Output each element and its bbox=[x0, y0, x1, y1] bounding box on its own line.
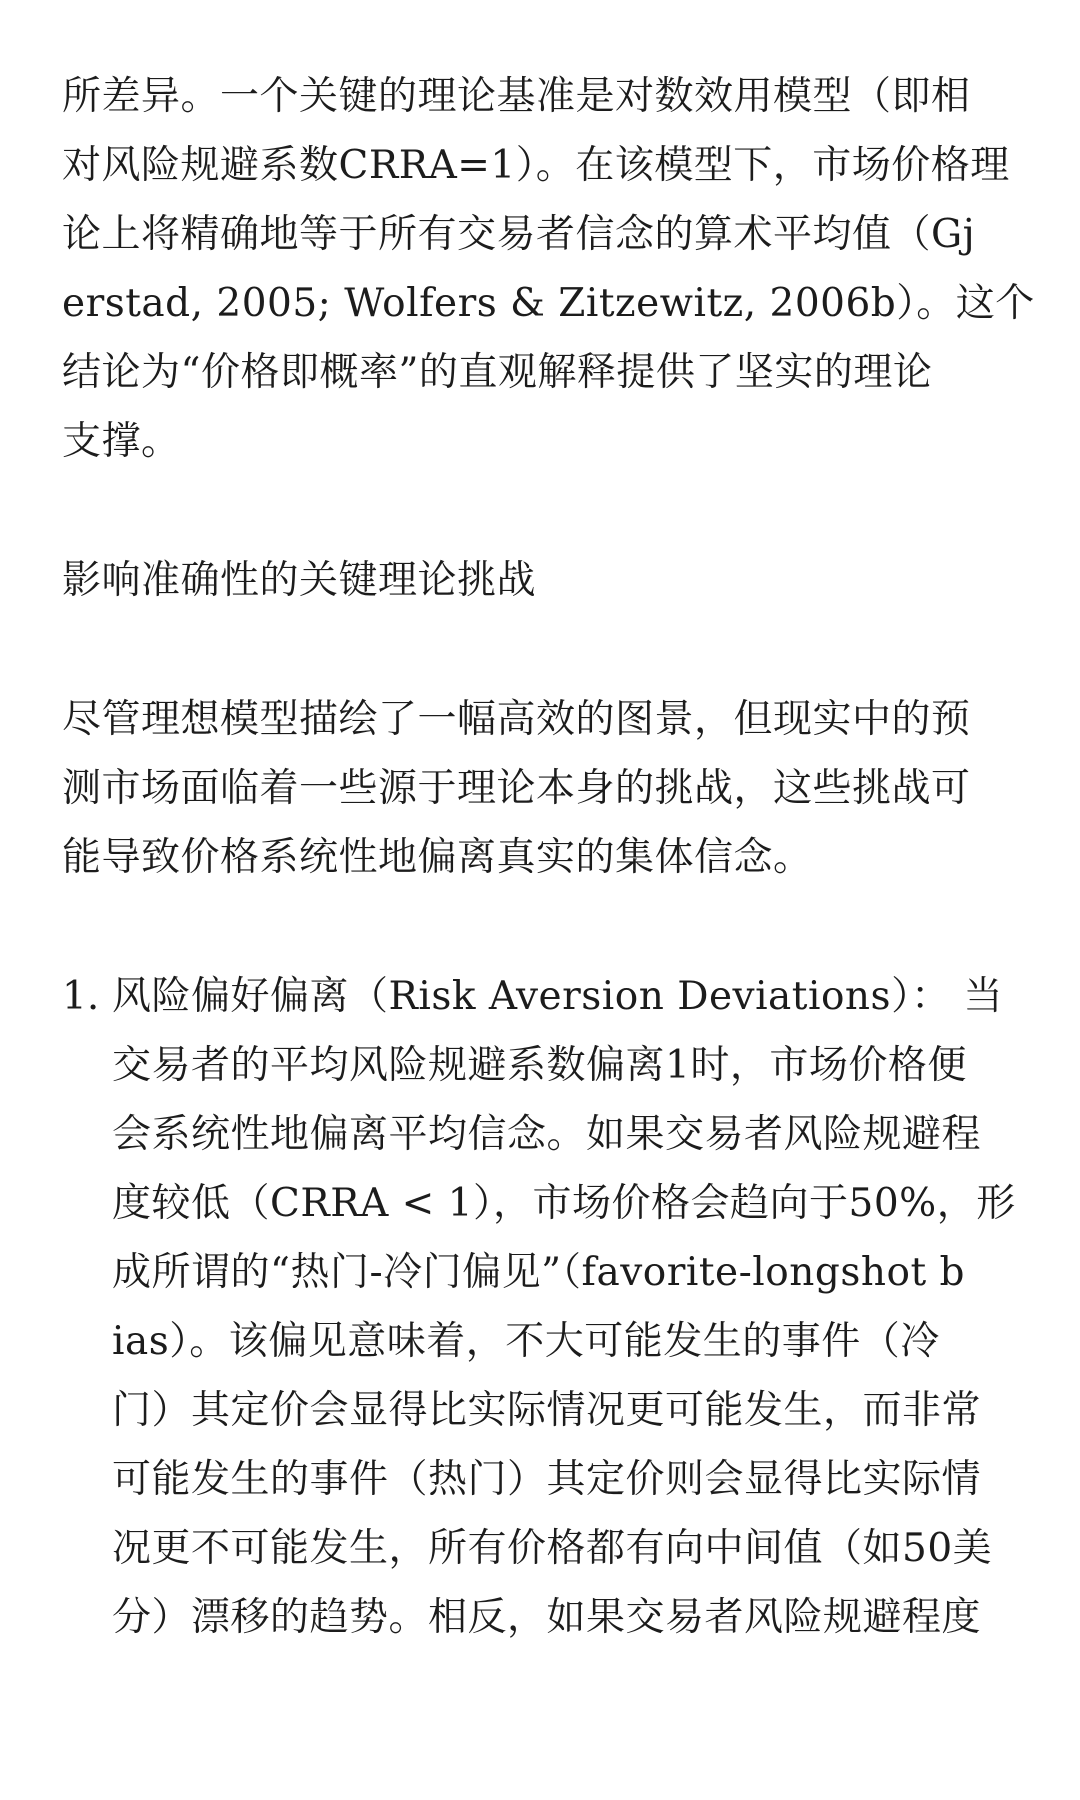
text-line: 会系统性地偏离平均信念。如果交易者风险规避程 bbox=[112, 1112, 982, 1157]
text-line: 测市场面临着一些源于理论本身的挑战，这些挑战可 bbox=[62, 766, 971, 811]
section-heading-text: 影响准确性的关键理论挑战 bbox=[62, 558, 537, 603]
text-line: 对风险规避系数CRRA=1）。在该模型下，市场价格理 bbox=[62, 143, 1010, 188]
text-line: ias）。该偏见意味着，不大可能发生的事件（冷 bbox=[112, 1319, 940, 1364]
numbered-list bbox=[62, 962, 1022, 1652]
text-line: 论上将精确地等于所有交易者信念的算术平均值（Gj bbox=[62, 212, 976, 257]
text-line: 可能发生的事件（热门）其定价则会显得比实际情 bbox=[112, 1457, 982, 1502]
text-line: 能导致价格系统性地偏离真实的集体信念。 bbox=[62, 835, 813, 880]
text-line: 成所谓的“热门-冷门偏见”（favorite-longshot b bbox=[112, 1250, 965, 1295]
list-item-number: 1. bbox=[62, 974, 100, 1019]
list-item bbox=[62, 962, 1022, 1652]
paragraph-log-utility-benchmark bbox=[62, 62, 1035, 476]
text-line: 度较低（CRRA < 1），市场价格会趋向于50%，形 bbox=[112, 1181, 1016, 1226]
text-line: 支撑。 bbox=[62, 419, 181, 464]
text-line: 结论为“价格即概率”的直观解释提供了坚实的理论 bbox=[62, 350, 933, 395]
text-line: 交易者的平均风险规避系数偏离1时，市场价格便 bbox=[112, 1043, 967, 1088]
text-line: 尽管理想模型描绘了一幅高效的图景，但现实中的预 bbox=[62, 697, 971, 742]
article-body bbox=[62, 62, 1035, 1652]
text-line: 所差异。一个关键的理论基准是对数效用模型（即相 bbox=[62, 74, 971, 119]
section-heading bbox=[62, 546, 1022, 615]
paragraph-challenges-intro bbox=[62, 685, 1022, 892]
text-line: erstad, 2005; Wolfers & Zitzewitz, 2006b）。这个 bbox=[62, 281, 1035, 326]
text-line: 分）漂移的趋势。相反，如果交易者风险规避程度 bbox=[112, 1595, 982, 1640]
text-line: 况更不可能发生，所有价格都有向中间值（如50美 bbox=[112, 1526, 993, 1571]
text-line: 风险偏好偏离（Risk Aversion Deviations）： 当 bbox=[112, 974, 1003, 1019]
text-line: 门）其定价会显得比实际情况更可能发生，而非常 bbox=[112, 1388, 982, 1433]
